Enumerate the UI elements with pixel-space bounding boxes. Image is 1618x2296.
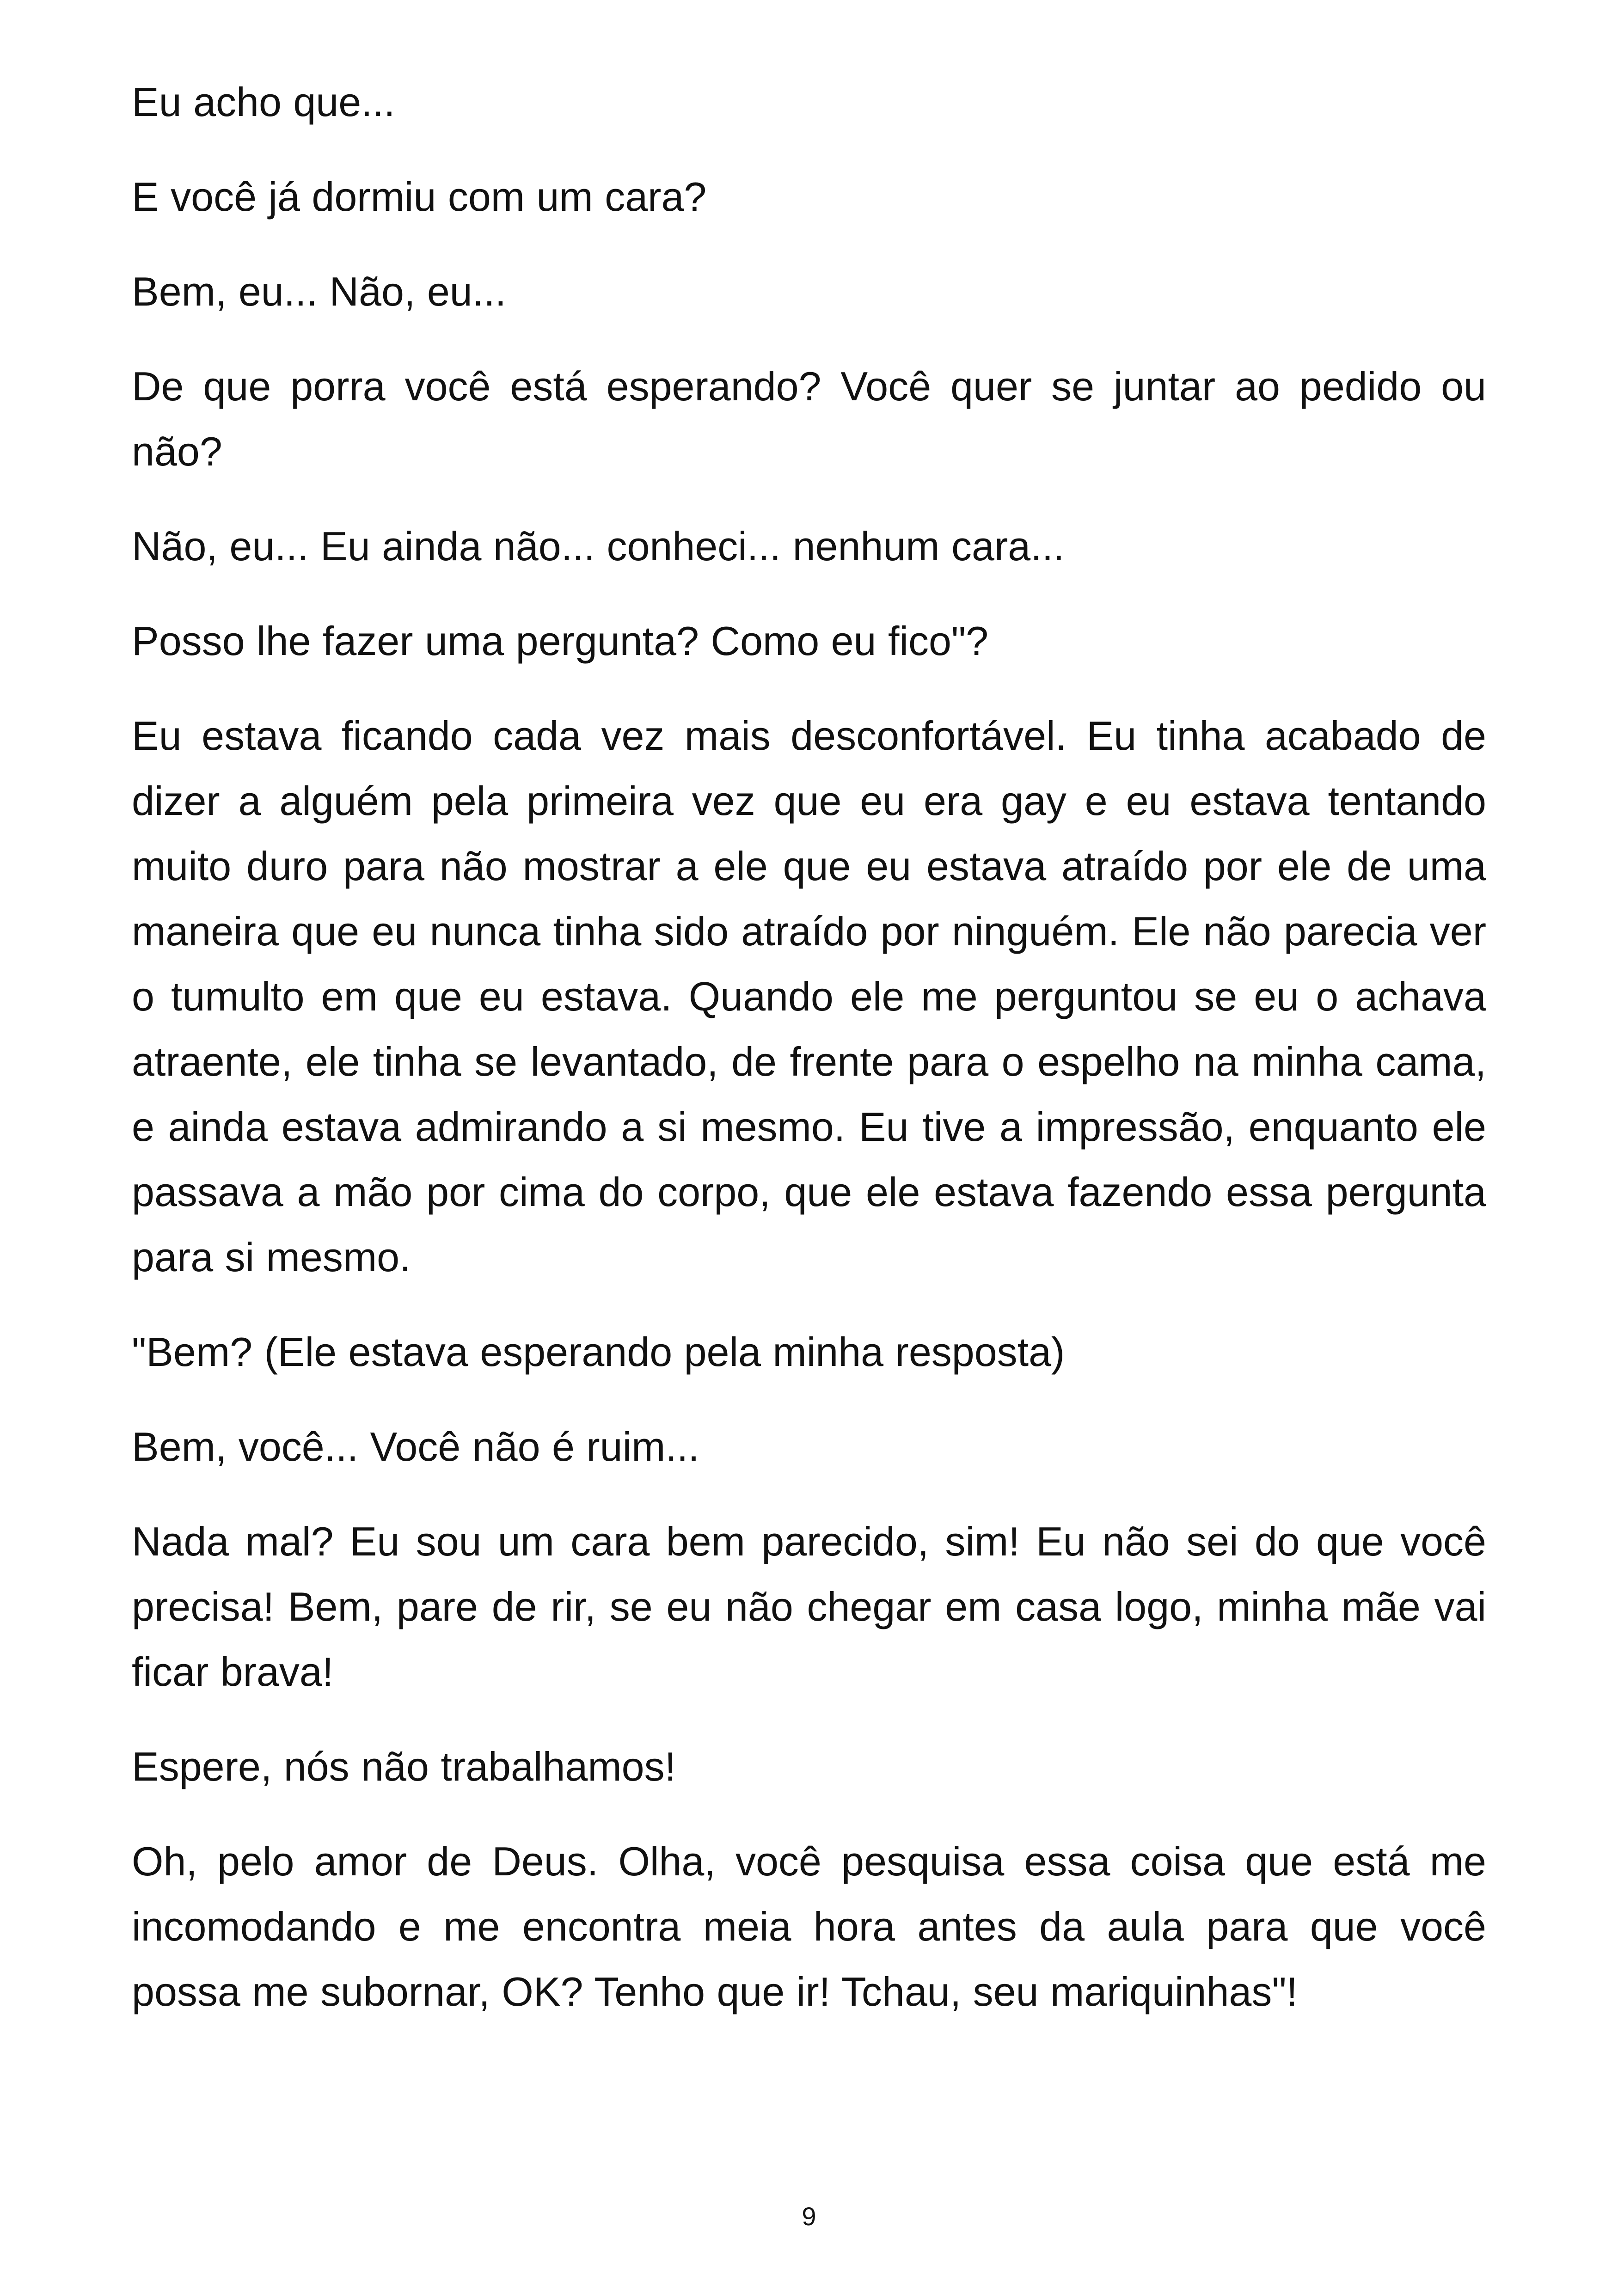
paragraph: Bem, eu... Não, eu...	[132, 269, 507, 314]
paragraph: Bem, você... Você não é ruim...	[132, 1424, 699, 1469]
paragraph: Oh, pelo amor de Deus. Olha, você pesquisa essa coisa que está me incomodando e me encontra meia hora antes da aula para que você possa me subornar, OK? Tenho que ir! Tchau, seu mariquinhas"!	[132, 1838, 1486, 2014]
paragraph: "Bem? (Ele estava esperando pela minha resposta)	[132, 1329, 1065, 1375]
page-number: 9	[802, 2202, 816, 2231]
paragraph: Espere, nós não trabalhamos!	[132, 1744, 676, 1789]
paragraph: Posso lhe fazer uma pergunta? Como eu fico"?	[132, 618, 989, 664]
paragraph: Eu acho que...	[132, 79, 395, 125]
body-text	[132, 69, 1486, 2054]
paragraph: Nada mal? Eu sou um cara bem parecido, sim! Eu não sei do que você precisa! Bem, pare de rir, se eu não chegar em casa logo, minha mãe vai ficar brava!	[132, 1518, 1486, 1695]
paragraph: Não, eu... Eu ainda não... conheci... nenhum cara...	[132, 523, 1065, 569]
paragraph: Eu estava ficando cada vez mais desconfortável. Eu tinha acabado de dizer a alguém pela primeira vez que eu era gay e eu estava tentando muito duro para não mostrar a ele que eu estava atraído por ele de uma maneira que eu nunca tinha sido atraído por ninguém. Ele não parecia ver o tumulto em que eu estava. Quando ele me perguntou se eu o achava atraente, ele tinha se levantado, de frente para o espelho na minha cama, e ainda estava admirando a si mesmo. Eu tive a impressão, enquanto ele passava a mão por cima do corpo, que ele estava fazendo essa pergunta para si mesmo.	[132, 713, 1486, 1280]
paragraph: E você já dormiu com um cara?	[132, 174, 707, 220]
paragraph: De que porra você está esperando? Você quer se juntar ao pedido ou não?	[132, 363, 1486, 474]
